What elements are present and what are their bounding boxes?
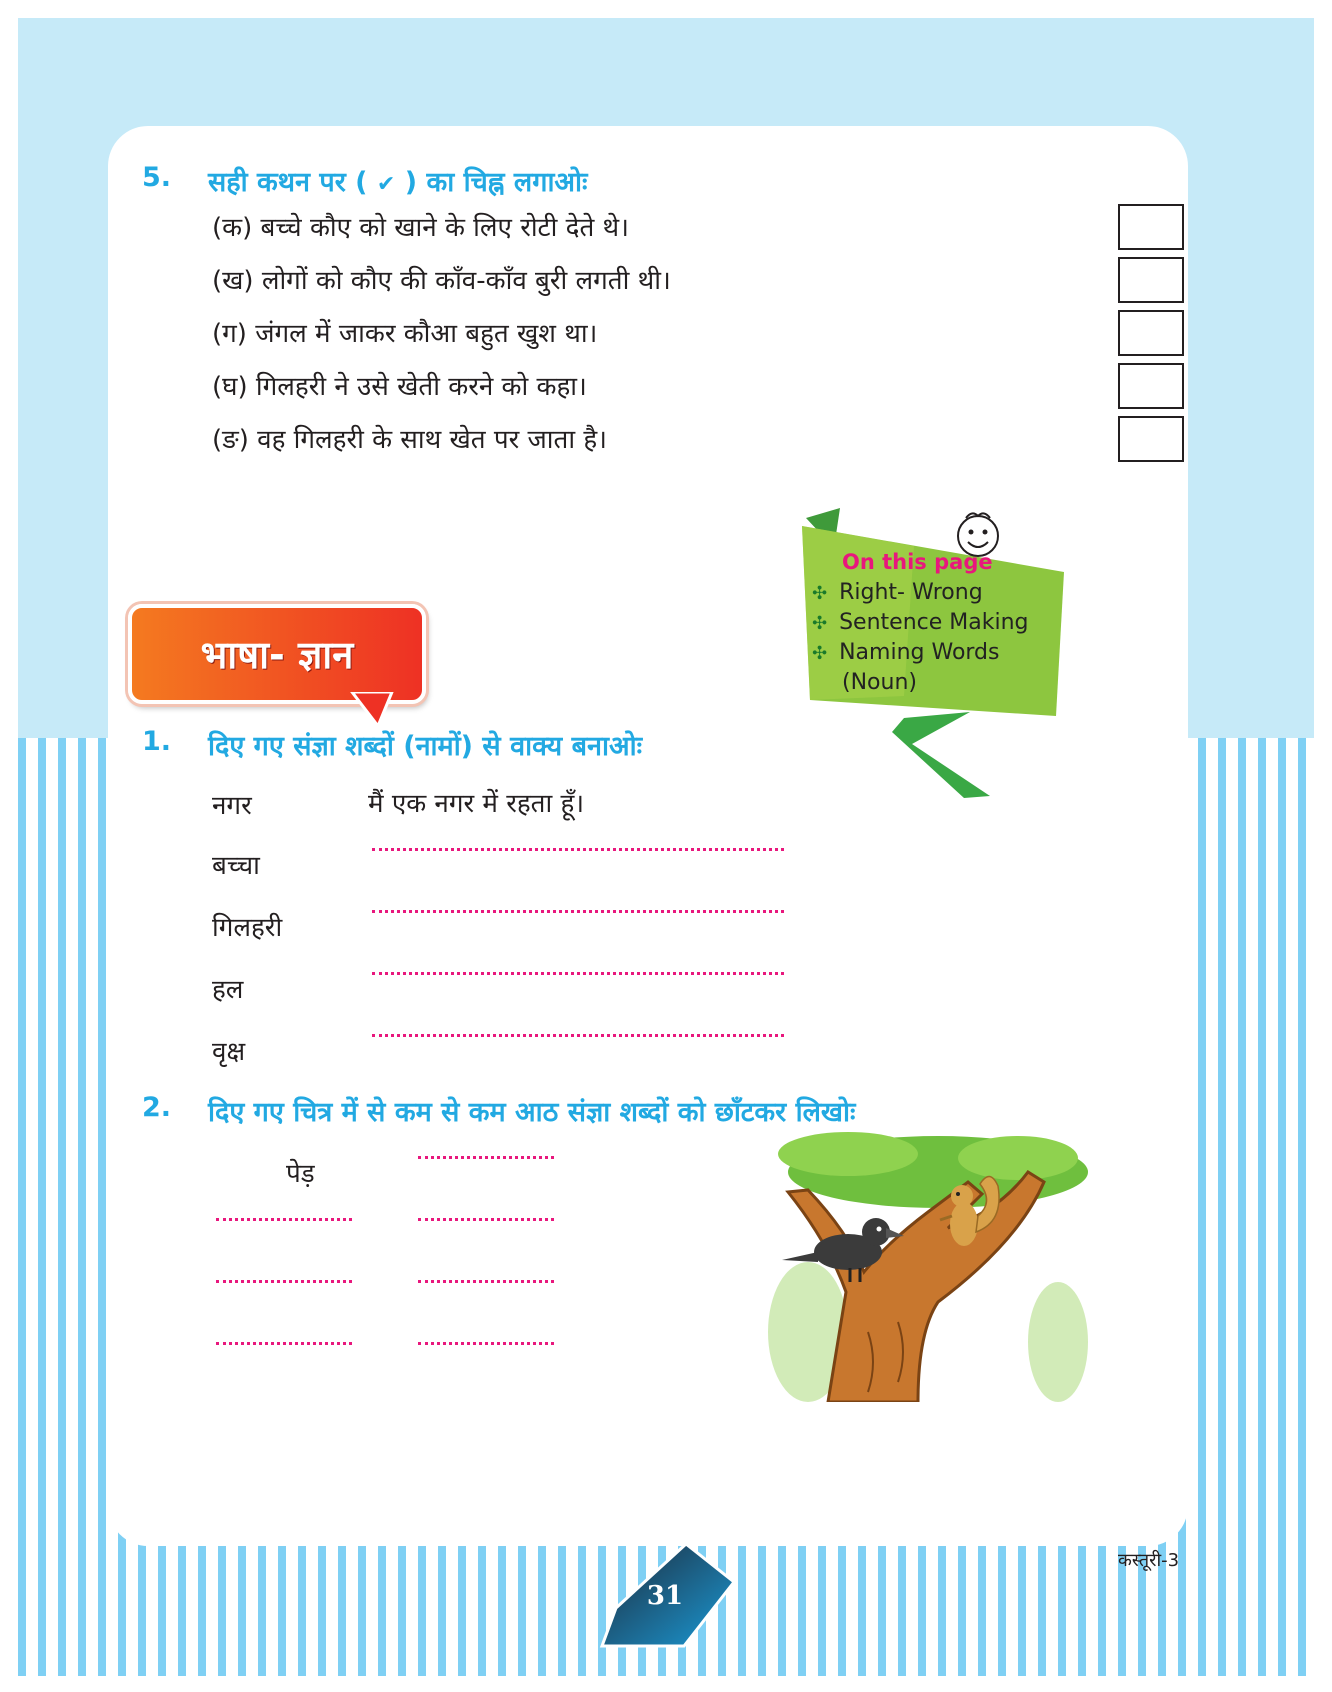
on-this-page-item: (Noun) xyxy=(842,670,917,695)
q5-statement: (क) बच्चे कौए को खाने के लिए रोटी देते थे। xyxy=(212,213,630,243)
bullet-icon: ✣ xyxy=(812,613,828,634)
page-number-badge xyxy=(590,1542,740,1650)
on-this-page-title: On this page xyxy=(842,550,993,574)
bullet-icon: ✣ xyxy=(812,643,828,664)
answer-line[interactable] xyxy=(418,1280,554,1283)
bullet-icon: ✣ xyxy=(812,583,828,604)
answer-line[interactable] xyxy=(418,1218,554,1221)
noun-word: हल xyxy=(212,975,244,1005)
example-noun: पेड़ xyxy=(286,1159,315,1189)
on-this-page-item-label: Naming Words xyxy=(839,640,1000,665)
answer-line[interactable] xyxy=(216,1218,352,1221)
on-this-page-item-label: Right- Wrong xyxy=(839,580,983,605)
on-this-page-item xyxy=(812,580,983,605)
answer-line[interactable] xyxy=(418,1156,554,1159)
q5-instruction xyxy=(208,162,588,199)
answer-line[interactable] xyxy=(216,1342,352,1345)
noun-word: नगर xyxy=(212,791,252,821)
q5-instruction-part1: सही कथन पर ( xyxy=(208,167,368,198)
on-this-page-item xyxy=(812,610,1029,635)
noun-word: वृक्ष xyxy=(212,1037,246,1067)
answer-line[interactable] xyxy=(372,910,784,913)
section-banner xyxy=(128,604,426,704)
q5-number: 5. xyxy=(142,162,172,193)
check-mark-icon: ✔ xyxy=(376,172,396,197)
q5-statement: (ख) लोगों को कौए की काँव-काँव बुरी लगती थी। xyxy=(212,266,671,296)
answer-checkbox[interactable] xyxy=(1118,257,1184,303)
answer-line[interactable] xyxy=(372,972,784,975)
q5-statement: (घ) गिलहरी ने उसे खेती करने को कहा। xyxy=(212,372,587,402)
noun-word: बच्चा xyxy=(212,851,260,881)
answer-checkbox[interactable] xyxy=(1118,363,1184,409)
book-label: कस्तूरी-3 xyxy=(1118,1550,1180,1571)
q5-statement: (ङ) वह गिलहरी के साथ खेत पर जाता है। xyxy=(212,425,608,455)
answer-checkbox[interactable] xyxy=(1118,310,1184,356)
section-title: भाषा- ज्ञान xyxy=(200,633,354,677)
answer-line[interactable] xyxy=(372,1034,784,1037)
q1-number: 1. xyxy=(142,726,172,757)
q2-number: 2. xyxy=(142,1092,172,1123)
on-this-page-item xyxy=(812,640,1000,665)
answer-line[interactable] xyxy=(216,1280,352,1283)
answer-checkbox[interactable] xyxy=(1118,416,1184,462)
answer-checkbox[interactable] xyxy=(1118,204,1184,250)
q1-instruction: दिए गए संज्ञा शब्दों (नामों) से वाक्य बनाओः xyxy=(208,731,643,762)
on-this-page-item-label: Sentence Making xyxy=(839,610,1029,635)
noun-word: गिलहरी xyxy=(212,913,283,943)
q2-instruction: दिए गए चित्र में से कम से कम आठ संज्ञा शब्दों को छाँटकर लिखोः xyxy=(208,1097,856,1128)
page-number: 31 xyxy=(646,1581,684,1611)
q5-statement: (ग) जंगल में जाकर कौआ बहुत खुश था। xyxy=(212,319,598,349)
content-panel xyxy=(108,126,1188,1546)
q5-instruction-part2: ) का चिह्न लगाओः xyxy=(404,167,588,198)
tree-crow-squirrel-illustration xyxy=(768,1132,1088,1402)
example-sentence: मैं एक नगर में रहता हूँ। xyxy=(368,789,585,819)
answer-line[interactable] xyxy=(418,1342,554,1345)
answer-line[interactable] xyxy=(372,848,784,851)
